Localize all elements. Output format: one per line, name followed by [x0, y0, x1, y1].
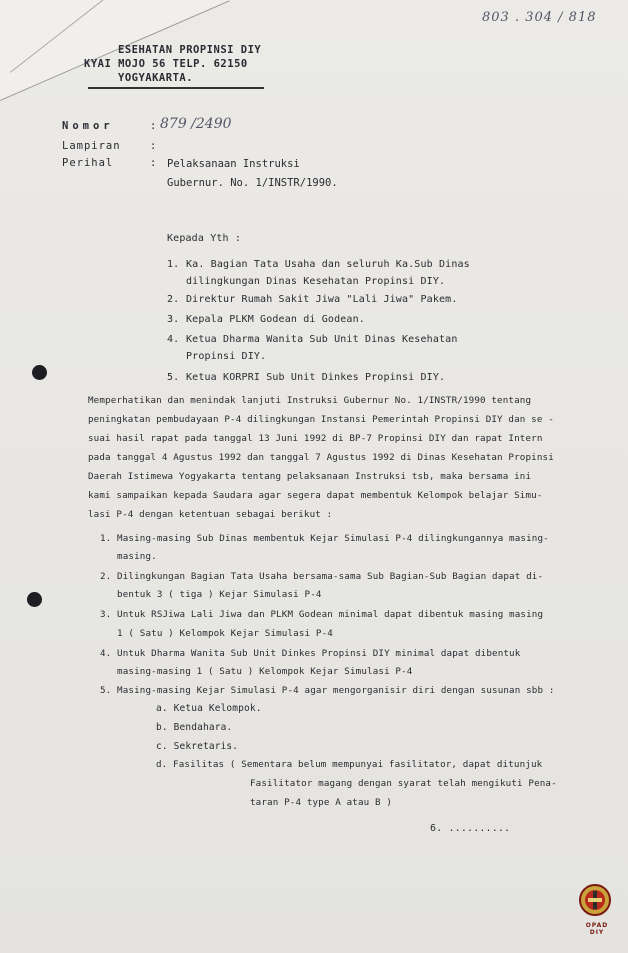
- body-line-3: suai hasil rapat pada tanggal 13 Juni 1992 di BP-7 Propinsi DIY dan rapat Intern: [88, 433, 543, 444]
- provision-1-cont: masing.: [100, 551, 157, 562]
- header-line-2: KYAI MOJO 56 TELP. 62150: [84, 58, 248, 70]
- structure-d: d. Fasilitas ( Sementara belum mempunyai fasilitator, dapat ditunjuk: [156, 759, 543, 770]
- structure-c: c. Sekretaris.: [156, 741, 239, 752]
- lampiran-label: Lampiran: [62, 140, 121, 152]
- provision-5: 5. Masing-masing Kejar Simulasi P-4 agar mengorganisir diri dengan susunan sbb :: [100, 685, 555, 696]
- provision-2-cont: bentuk 3 ( tiga ) Kejar Simulasi P-4: [100, 589, 322, 600]
- nomor-label: Nomor: [62, 120, 114, 132]
- addressee-5-num: 5.: [167, 372, 180, 383]
- addressee-1-line-1: Ka. Bagian Tata Usaha dan seluruh Ka.Sub Dinas: [186, 259, 470, 270]
- provision-4: 4. Untuk Dharma Wanita Sub Unit Dinkes Propinsi DIY minimal dapat dibentuk: [100, 648, 521, 659]
- nomor-value: 879 /2490: [160, 116, 232, 132]
- addressee-4-num: 4.: [167, 334, 180, 345]
- perihal-line-1: Pelaksanaan Instruksi: [167, 158, 300, 170]
- body-line-5: Daerah Istimewa Yogyakarta tentang pelaksanaan Instruksi tsb, maka bersama ini: [88, 471, 532, 482]
- addressee-2-num: 2.: [167, 294, 180, 305]
- header-line-1: ESEHATAN PROPINSI DIY: [118, 44, 262, 56]
- addressee-4-line-2: Propinsi DIY.: [186, 351, 267, 362]
- addressee-4-line-1: Ketua Dharma Wanita Sub Unit Dinas Kesehatan: [186, 334, 458, 345]
- archive-logo-icon: [578, 882, 612, 922]
- addressee-1-line-2: dilingkungan Dinas Kesehatan Propinsi DIY.: [186, 276, 446, 287]
- header-rule: [88, 87, 264, 89]
- provision-3: 3. Untuk RSJiwa Lali Jiwa dan PLKM Godean minimal dapat dibentuk masing masing: [100, 609, 544, 620]
- body-line-1: Memperhatikan dan menindak lanjuti Instruksi Gubernur No. 1/INSTR/1990 tentang: [88, 395, 532, 406]
- lampiran-colon: :: [150, 140, 157, 152]
- continuation-marker: 6. ..........: [430, 823, 511, 834]
- body-line-6: kami sampaikan kepada Saudara agar segera dapat membentuk Kelompok belajar Simu-: [88, 490, 543, 501]
- body-line-7: lasi P-4 dengan ketentuan sebagai berikut :: [88, 509, 333, 520]
- provision-3-cont: 1 ( Satu ) Kelompok Kejar Simulasi P-4: [100, 628, 333, 639]
- body-line-4: pada tanggal 4 Agustus 1992 dan tanggal 7 Agustus 1992 di Dinas Kesehatan Propinsi: [88, 452, 554, 463]
- perihal-colon: :: [150, 157, 157, 169]
- punch-hole-top: [32, 365, 47, 380]
- greeting: Kepada Yth :: [167, 233, 242, 244]
- addressee-1-num: 1.: [167, 259, 180, 270]
- addressee-3-num: 3.: [167, 314, 180, 325]
- nomor-colon: :: [150, 120, 157, 132]
- punch-hole-bottom: [27, 592, 42, 607]
- structure-b: b. Bendahara.: [156, 722, 233, 733]
- addressee-3-line-1: Kepala PLKM Godean di Godean.: [186, 314, 365, 325]
- archive-number: 803 . 304 / 818: [482, 10, 597, 25]
- structure-d-cont-2: taran P-4 type A atau B ): [250, 797, 393, 808]
- addressee-2-line-1: Direktur Rumah Sakit Jiwa "Lali Jiwa" Pakem.: [186, 294, 458, 305]
- header-line-3: YOGYAKARTA.: [118, 72, 194, 84]
- structure-d-cont-1: Fasilitator magang dengan syarat telah mengikuti Pena-: [250, 778, 557, 789]
- body-line-2: peningkatan pembudayaan P-4 dilingkungan Instansi Pemerintah Propinsi DIY dan se -: [88, 414, 554, 425]
- provision-4-cont: masing-masing 1 ( Satu ) Kelompok Kejar Simulasi P-4: [100, 666, 413, 677]
- provision-2: 2. Dilingkungan Bagian Tata Usaha bersama-sama Sub Bagian-Sub Bagian dapat di-: [100, 571, 544, 582]
- addressee-5-line-1: Ketua KORPRI Sub Unit Dinkes Propinsi DIY.: [186, 372, 446, 383]
- structure-a: a. Ketua Kelompok.: [156, 703, 262, 714]
- perihal-label: Perihal: [62, 157, 114, 169]
- perihal-line-2: Gubernur. No. 1/INSTR/1990.: [167, 177, 338, 189]
- logo-caption: OPAD DIY: [585, 922, 609, 936]
- provision-1: 1. Masing-masing Sub Dinas membentuk Kejar Simulasi P-4 dilingkungannya masing-: [100, 533, 549, 544]
